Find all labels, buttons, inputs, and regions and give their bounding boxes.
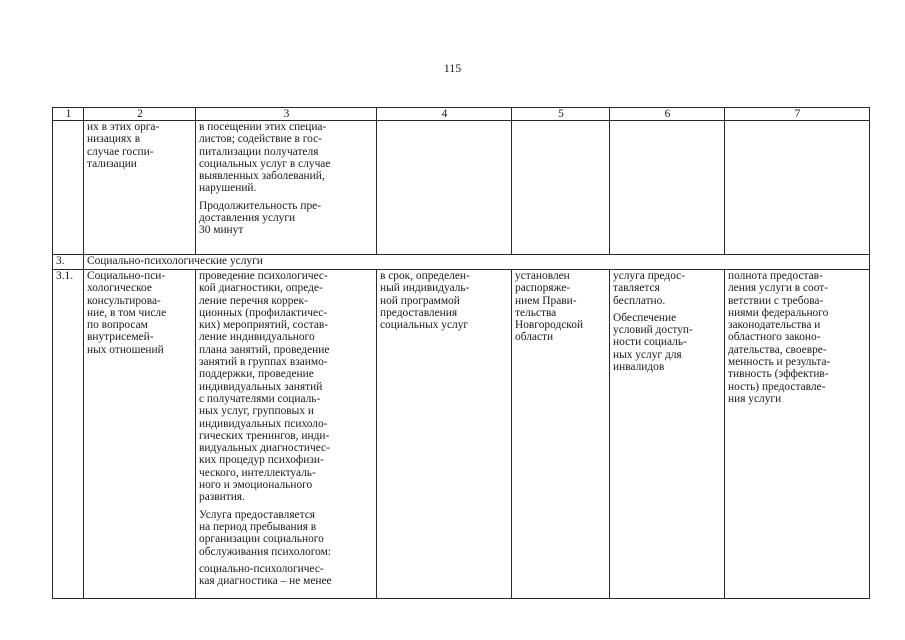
services-table [52, 107, 870, 599]
column-header-1: 1 [53, 108, 84, 121]
item-quality-cell: полнота предостав- ления услуги в соот- ветствии с требова- ниями федерального законодательства и областного законо- дательства, своевре- менность и результа- тивность (эффектив- ность) предоставле- ния услуги [725, 270, 870, 599]
column-header-3: 3 [196, 108, 377, 121]
continuation-service-cell: их в этих орга- низациях в случае госпи- тализации [84, 121, 196, 255]
item-row [53, 270, 870, 599]
section-row [53, 255, 870, 270]
section-number: 3. [53, 255, 84, 270]
continuation-duration-paragraph: Продолжительность пре- доставления услуги 30 минут [199, 199, 321, 237]
continuation-description-cell [196, 121, 377, 255]
continuation-cell-7 [725, 121, 870, 255]
item-conditions-cell [610, 270, 725, 599]
item-tariff-cell: установлен распоряже- нием Прави- тельства Новгородской области [512, 270, 610, 599]
continuation-cell-4 [377, 121, 512, 255]
continuation-cell-6 [610, 121, 725, 255]
column-header-2: 2 [84, 108, 196, 121]
continuation-row [53, 121, 870, 255]
column-header-6: 6 [610, 108, 725, 121]
item-service-name: Социально-пси- хологическое консультирова- ние, в том числе по вопросам внутрисемей- ных отношений [84, 270, 196, 599]
page-number: 115 [443, 61, 462, 75]
item-accessibility-paragraph: Обеспечение условий доступ- ности социаль- ных услуг для инвалидов [613, 311, 693, 374]
item-description-paragraph: проведение психологичес- кой диагностики, опреде- ление перечня коррек- ционных (профилактичес- ких) мероприятий, состав- ление индивидуального плана занятий, проведение занятий в группах взаимо- поддержки, проведение индивидуальных занятий с получателями социаль- ных услуг, групповых и индивидуальных психоло- гических тренингов, инди- видуальных диагностичес- ких процедур психофизи- ческого, интеллектуаль- ного и эмоционального развития. [199, 270, 330, 504]
item-diagnostics-paragraph: социально-психологичес- кая диагностика – не менее [199, 562, 332, 588]
item-description-cell [196, 270, 377, 599]
column-header-4: 4 [377, 108, 512, 121]
section-title: Социально-психологические услуги [84, 255, 870, 270]
item-provision-paragraph: Услуга предоставляется на период пребывания в организации социального обслуживания психологом: [199, 508, 331, 558]
continuation-number-cell [53, 121, 84, 255]
column-number-row [53, 108, 870, 121]
column-header-7: 7 [725, 108, 870, 121]
continuation-cell-5 [512, 121, 610, 255]
item-deadline-cell: в срок, определен- ный индивидуаль- ной программой предоставления социальных услуг [377, 270, 512, 599]
item-free-service-paragraph: услуга предос- тавляется бесплатно. [613, 270, 686, 307]
continuation-description-paragraph: в посещении этих специа- листов; содействие в гос- питализации получателя социальных услуг в случае выявленных заболеваний, нарушений. [199, 121, 331, 195]
item-number: 3.1. [53, 270, 84, 599]
column-header-5: 5 [512, 108, 610, 121]
